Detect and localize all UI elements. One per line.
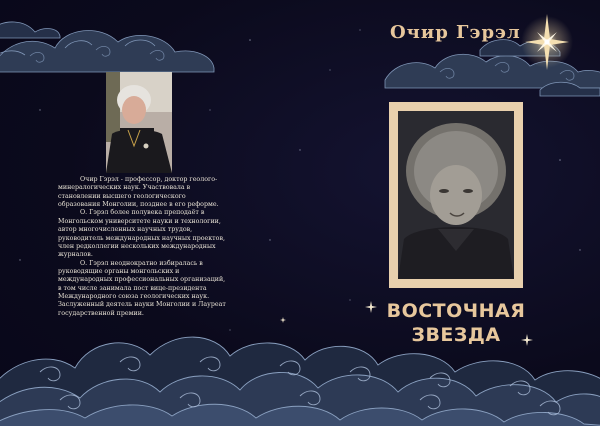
framed-portrait [389,102,523,288]
book-title-line-2: ЗВЕЗДА [411,323,501,346]
book-title [370,300,542,348]
book-title-line-1: ВОСТОЧНАЯ [386,300,526,322]
author-name: Очир Гэрэл [390,22,521,43]
portrait-photo [398,111,514,279]
author-photo [106,72,172,173]
bio-paragraph: Очир Гэрэл - профессор, доктор геолого-минералогических наук. Участвовала в становлении высшего геологического образования Монголии, позднее в его реформе. [58,176,219,209]
bio-paragraph: О. Гэрэл более полувека преподаёт в Монгольском университете науки и технологии, автор многочисленных научных трудов, руководитель международных научных проектов, член редколлегии нескольких международных журналов. [58,209,226,259]
bio-paragraph: О. Гэрэл неоднократно избиралась в руководящие органы монгольских и международных профессиональных организаций, в том числе занимала пост вице-президента Международного союза геологических наук. Заслуженный деятель науки Монголии и Лауреат государственной премии. [58,259,226,317]
author-bio [58,176,228,318]
star-icon [521,14,573,70]
cloud-bottom [0,337,600,426]
